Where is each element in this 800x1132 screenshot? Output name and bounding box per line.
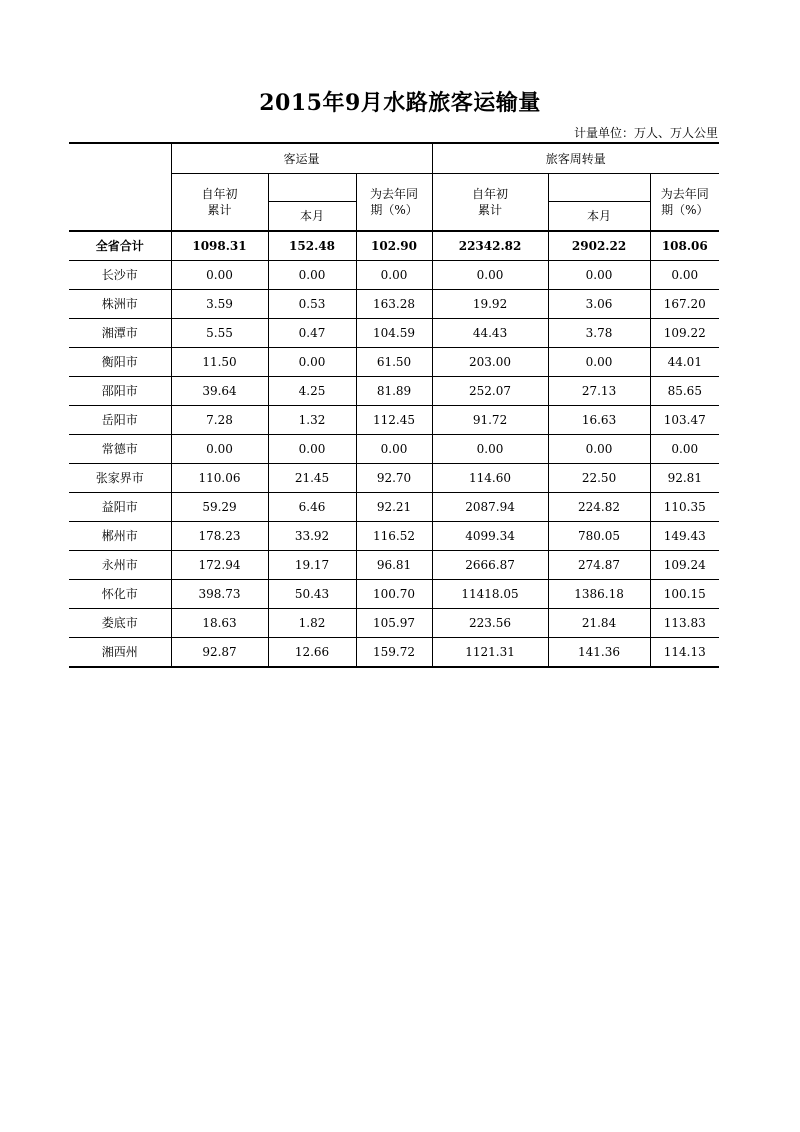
table-cell: 163.28 [356, 290, 432, 319]
row-name: 长沙市 [69, 261, 171, 290]
table-cell: 21.45 [268, 464, 356, 493]
table-cell: 0.00 [171, 435, 268, 464]
table-cell: 100.15 [650, 580, 719, 609]
table-row [69, 493, 719, 522]
row-name: 衡阳市 [69, 348, 171, 377]
table-cell: 780.05 [548, 522, 650, 551]
row-name: 全省合计 [69, 231, 171, 261]
header-corner [69, 143, 171, 231]
table-cell: 61.50 [356, 348, 432, 377]
row-name: 湘西州 [69, 638, 171, 668]
table-cell: 203.00 [432, 348, 548, 377]
table-cell: 16.63 [548, 406, 650, 435]
table-row [69, 290, 719, 319]
header-yoy-line1: 为去年同 [660, 187, 709, 201]
table-row [69, 435, 719, 464]
table-cell: 252.07 [432, 377, 548, 406]
table-row [69, 377, 719, 406]
table-cell: 274.87 [548, 551, 650, 580]
table-cell: 100.70 [356, 580, 432, 609]
table-cell: 2087.94 [432, 493, 548, 522]
table-cell: 224.82 [548, 493, 650, 522]
table-cell: 7.28 [171, 406, 268, 435]
table-cell: 11418.05 [432, 580, 548, 609]
table-cell: 102.90 [356, 231, 432, 261]
table-cell: 149.43 [650, 522, 719, 551]
table-cell: 4.25 [268, 377, 356, 406]
table-cell: 114.13 [650, 638, 719, 668]
header-yoy-line1: 为去年同 [370, 187, 419, 201]
table-cell: 3.06 [548, 290, 650, 319]
table-cell: 4099.34 [432, 522, 548, 551]
table-cell: 92.70 [356, 464, 432, 493]
table-cell: 108.06 [650, 231, 719, 261]
table-cell: 0.53 [268, 290, 356, 319]
header-cumulative-line1: 自年初 [472, 187, 509, 201]
table-cell: 178.23 [171, 522, 268, 551]
row-name: 永州市 [69, 551, 171, 580]
table-cell: 18.63 [171, 609, 268, 638]
table-cell: 104.59 [356, 319, 432, 348]
table-cell: 1.32 [268, 406, 356, 435]
table-cell: 159.72 [356, 638, 432, 668]
table-cell: 0.00 [650, 261, 719, 290]
table-cell: 27.13 [548, 377, 650, 406]
table-cell: 398.73 [171, 580, 268, 609]
table-cell: 21.84 [548, 609, 650, 638]
table-row [69, 319, 719, 348]
header-this-month-volume: 本月 [268, 202, 356, 232]
header-passenger-volume: 客运量 [171, 143, 432, 174]
statistics-table [69, 142, 719, 668]
header-cumulative-line2: 累计 [478, 203, 503, 217]
table-row [69, 580, 719, 609]
row-name: 张家界市 [69, 464, 171, 493]
table-body [69, 231, 719, 667]
page-title: 2015年9月水路旅客运输量 [259, 90, 541, 116]
table-cell: 113.83 [650, 609, 719, 638]
table-cell: 114.60 [432, 464, 548, 493]
table-cell: 172.94 [171, 551, 268, 580]
header-yoy-turnover [650, 174, 719, 232]
table-cell: 92.21 [356, 493, 432, 522]
table-cell: 0.00 [432, 435, 548, 464]
header-yoy-volume [356, 174, 432, 232]
table-cell: 0.00 [268, 261, 356, 290]
table-row [69, 609, 719, 638]
row-name: 株洲市 [69, 290, 171, 319]
table-cell: 1.82 [268, 609, 356, 638]
table-row [69, 551, 719, 580]
table-cell: 0.00 [432, 261, 548, 290]
table-cell: 33.92 [268, 522, 356, 551]
table-cell: 152.48 [268, 231, 356, 261]
total-row [69, 231, 719, 261]
table-cell: 109.22 [650, 319, 719, 348]
header-cumulative-volume [171, 174, 268, 232]
table-cell: 6.46 [268, 493, 356, 522]
table-cell: 0.00 [650, 435, 719, 464]
table-cell: 0.00 [356, 435, 432, 464]
table-cell: 223.56 [432, 609, 548, 638]
table-cell: 92.81 [650, 464, 719, 493]
table-cell: 167.20 [650, 290, 719, 319]
table-row [69, 406, 719, 435]
table-cell: 11.50 [171, 348, 268, 377]
table-cell: 110.35 [650, 493, 719, 522]
row-name: 常德市 [69, 435, 171, 464]
row-name: 益阳市 [69, 493, 171, 522]
table-cell: 12.66 [268, 638, 356, 668]
table-cell: 22.50 [548, 464, 650, 493]
row-name: 湘潭市 [69, 319, 171, 348]
table-row [69, 638, 719, 668]
table-cell: 110.06 [171, 464, 268, 493]
table-cell: 91.72 [432, 406, 548, 435]
table-cell: 19.17 [268, 551, 356, 580]
header-cumulative-line1: 自年初 [201, 187, 238, 201]
unit-note: 计量单位：万人、万人公里 [573, 126, 718, 140]
table-cell: 44.43 [432, 319, 548, 348]
table-cell: 22342.82 [432, 231, 548, 261]
header-passenger-turnover: 旅客周转量 [432, 143, 719, 174]
table-cell: 116.52 [356, 522, 432, 551]
table-cell: 2666.87 [432, 551, 548, 580]
table-cell: 59.29 [171, 493, 268, 522]
table-row [69, 348, 719, 377]
table-cell: 50.43 [268, 580, 356, 609]
table-cell: 0.00 [268, 348, 356, 377]
table-cell: 112.45 [356, 406, 432, 435]
table-cell: 5.55 [171, 319, 268, 348]
table-cell: 103.47 [650, 406, 719, 435]
header-this-month-turnover: 本月 [548, 202, 650, 232]
table-cell: 109.24 [650, 551, 719, 580]
row-name: 郴州市 [69, 522, 171, 551]
table-cell: 19.92 [432, 290, 548, 319]
table-cell: 0.00 [548, 261, 650, 290]
table-cell: 92.87 [171, 638, 268, 668]
table-cell: 0.00 [171, 261, 268, 290]
header-cumulative-line2: 累计 [207, 203, 232, 217]
table-cell: 105.97 [356, 609, 432, 638]
table-cell: 0.00 [356, 261, 432, 290]
table-row [69, 464, 719, 493]
table-cell: 0.00 [548, 348, 650, 377]
header-cumulative-turnover [432, 174, 548, 232]
table-cell: 2902.22 [548, 231, 650, 261]
table-cell: 0.00 [548, 435, 650, 464]
row-name: 邵阳市 [69, 377, 171, 406]
header-yoy-line2: 期（%） [370, 203, 418, 217]
table-cell: 0.00 [268, 435, 356, 464]
table-row [69, 522, 719, 551]
table-cell: 0.47 [268, 319, 356, 348]
table-cell: 85.65 [650, 377, 719, 406]
table-cell: 81.89 [356, 377, 432, 406]
table-row [69, 261, 719, 290]
row-name: 怀化市 [69, 580, 171, 609]
table-cell: 1386.18 [548, 580, 650, 609]
header-spacer [268, 174, 356, 202]
header-spacer [548, 174, 650, 202]
table-cell: 141.36 [548, 638, 650, 668]
table-cell: 39.64 [171, 377, 268, 406]
table-cell: 96.81 [356, 551, 432, 580]
header-yoy-line2: 期（%） [661, 203, 709, 217]
table-cell: 1121.31 [432, 638, 548, 668]
row-name: 岳阳市 [69, 406, 171, 435]
table-cell: 44.01 [650, 348, 719, 377]
table-cell: 1098.31 [171, 231, 268, 261]
table-cell: 3.78 [548, 319, 650, 348]
row-name: 娄底市 [69, 609, 171, 638]
table-cell: 3.59 [171, 290, 268, 319]
